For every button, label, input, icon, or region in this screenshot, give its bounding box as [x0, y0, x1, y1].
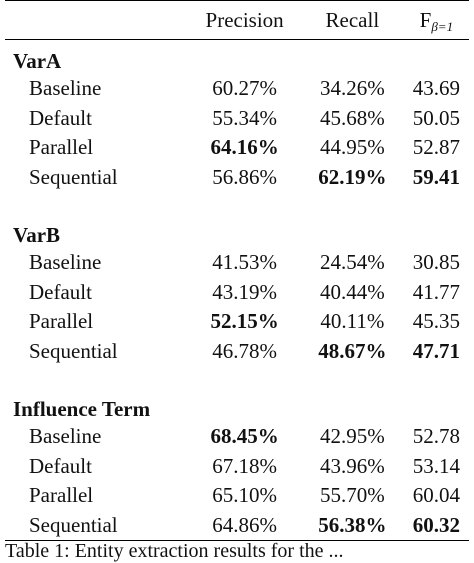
row-label: Default: [29, 453, 92, 478]
recall-cell: 55.70%: [319, 483, 385, 508]
f-score-cell: 53.14: [412, 453, 460, 478]
f-score-cell-best: 60.32: [404, 511, 469, 541]
table-row: [5, 104, 469, 134]
precision-cell: 65.10%: [212, 483, 277, 508]
row-label: Baseline: [29, 76, 102, 101]
group-spacer: [5, 366, 469, 392]
row-label: Parallel: [29, 135, 94, 160]
precision-cell: 64.86%: [188, 511, 301, 541]
group-header-row: [5, 392, 469, 422]
table-row: [5, 511, 469, 541]
recall-cell: 42.95%: [319, 424, 385, 449]
header-recall: Recall: [301, 1, 404, 40]
table-row: [5, 481, 469, 511]
recall-cell-best: 56.38%: [301, 511, 404, 541]
group-name: VarA: [13, 49, 62, 73]
table-header-row: [5, 1, 469, 40]
row-label: Sequential: [5, 511, 188, 541]
f-score-cell: 43.69: [412, 76, 460, 101]
row-label: Parallel: [29, 309, 94, 334]
f-score-cell-best: 59.41: [412, 164, 460, 189]
header-f-score: [404, 1, 469, 40]
header-empty-cell: [5, 1, 188, 40]
recall-cell: 40.44%: [319, 279, 385, 304]
recall-cell: 34.26%: [319, 76, 385, 101]
recall-cell-best: 48.67%: [318, 338, 387, 363]
row-label: Default: [29, 105, 92, 130]
recall-cell: 40.11%: [320, 309, 385, 334]
precision-cell: 67.18%: [212, 453, 277, 478]
group-spacer: [5, 192, 469, 218]
precision-cell-best: 64.16%: [210, 135, 279, 160]
row-label: Sequential: [29, 164, 118, 189]
table-row: [5, 163, 469, 193]
f-score-cell: 30.85: [412, 250, 460, 275]
group-name: Influence Term: [13, 397, 151, 421]
group-name: VarB: [13, 223, 61, 247]
table-row: [5, 337, 469, 367]
recall-cell: 24.54%: [319, 250, 385, 275]
table-row: [5, 307, 469, 337]
f-score-cell: 52.78: [412, 424, 460, 449]
recall-cell-best: 62.19%: [318, 164, 387, 189]
precision-cell: 56.86%: [212, 164, 277, 189]
precision-cell: 55.34%: [212, 105, 277, 130]
f-score-cell: 41.77: [412, 279, 460, 304]
table-row: [5, 74, 469, 104]
precision-cell-best: 68.45%: [210, 424, 279, 449]
recall-cell: 44.95%: [319, 135, 385, 160]
precision-cell: 43.19%: [212, 279, 277, 304]
table-row: [5, 133, 469, 163]
precision-cell-best: 52.15%: [210, 309, 279, 334]
row-label: Baseline: [29, 250, 102, 275]
group-header-row: [5, 40, 469, 75]
header-f-main: F: [419, 8, 432, 32]
f-score-cell: 45.35: [412, 309, 460, 334]
precision-cell: 60.27%: [212, 76, 277, 101]
f-score-cell-best: 47.71: [412, 338, 460, 363]
table-caption: Table 1: Entity extraction results for the ...: [5, 540, 344, 562]
f-score-cell: 52.87: [412, 135, 460, 160]
row-label: Parallel: [29, 483, 94, 508]
results-table: [5, 0, 469, 541]
table-row: [5, 248, 469, 278]
table-row: [5, 452, 469, 482]
group-header-row: [5, 218, 469, 248]
recall-cell: 45.68%: [319, 105, 385, 130]
table-row: [5, 278, 469, 308]
header-f-subscript: β=1: [431, 19, 454, 34]
row-label: Sequential: [29, 338, 118, 363]
table-row: [5, 422, 469, 452]
f-score-cell: 60.04: [412, 483, 460, 508]
precision-cell: 41.53%: [212, 250, 277, 275]
precision-cell: 46.78%: [212, 338, 277, 363]
header-precision: Precision: [188, 1, 301, 40]
f-score-cell: 50.05: [412, 105, 460, 130]
row-label: Default: [29, 279, 92, 304]
recall-cell: 43.96%: [319, 453, 385, 478]
row-label: Baseline: [29, 424, 102, 449]
